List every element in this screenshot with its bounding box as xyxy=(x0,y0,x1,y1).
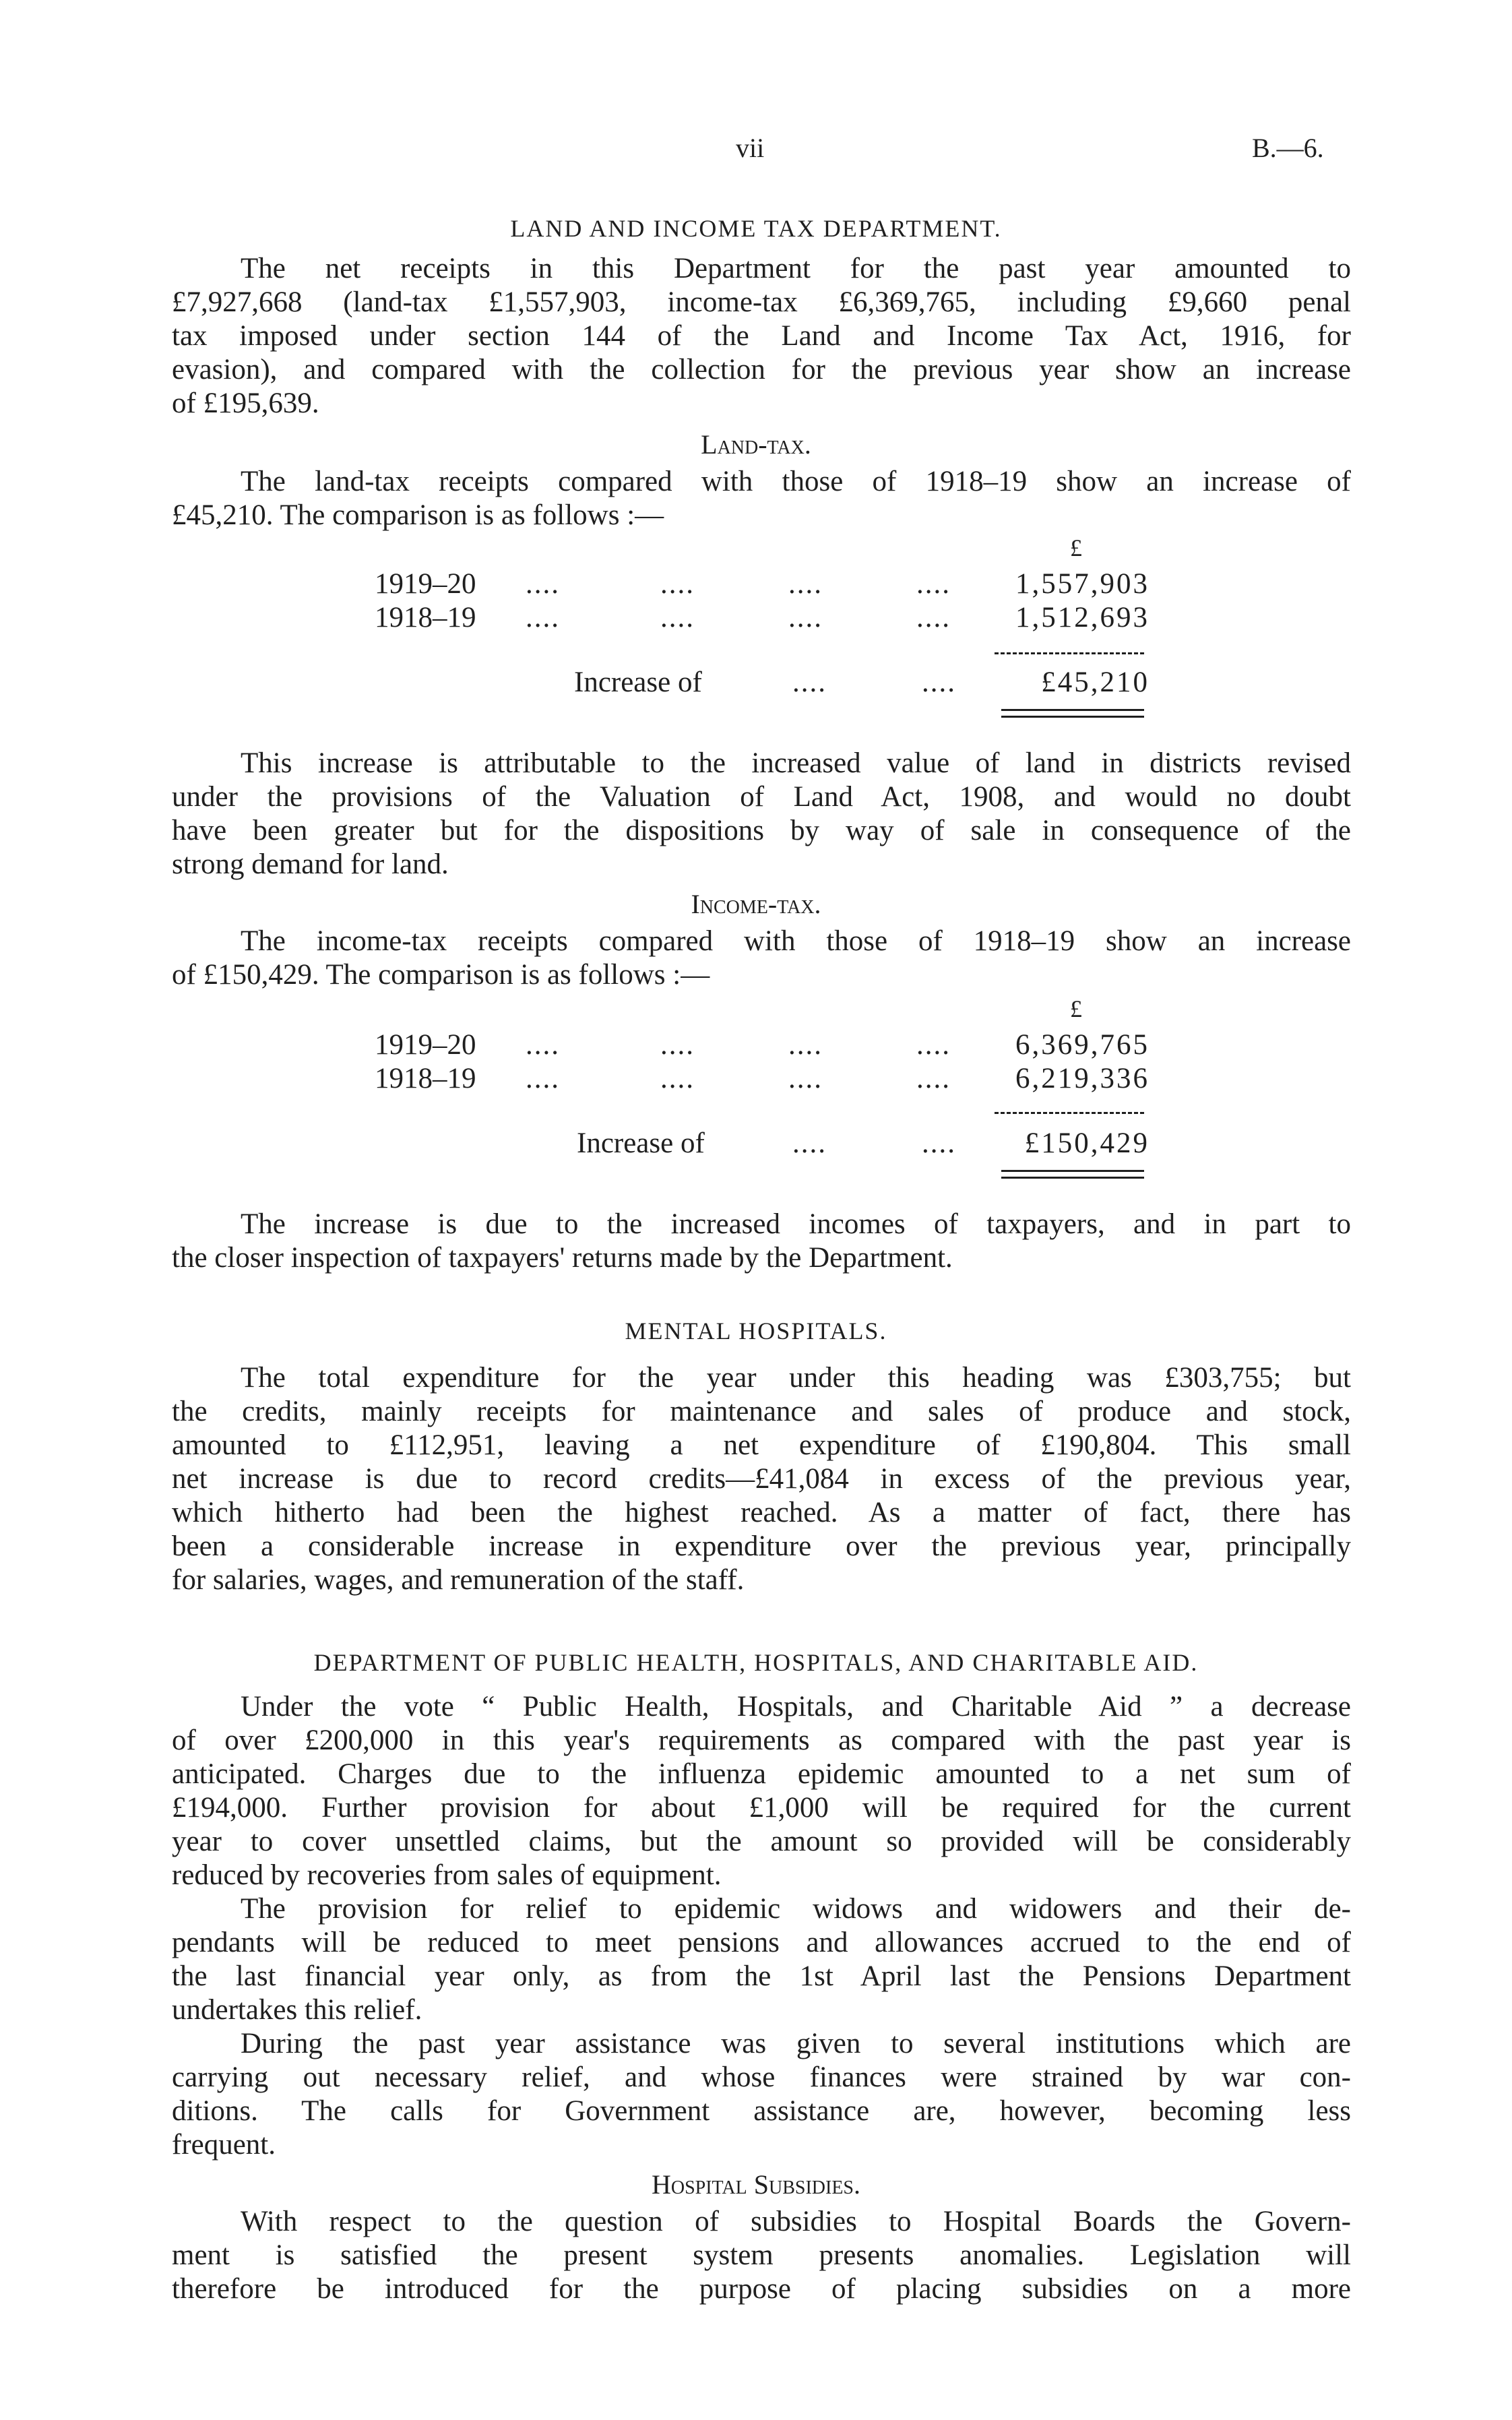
text-line: ment is satisfied the present system presents anomalies. Legislation will xyxy=(172,2239,1351,2271)
text-line: of £195,639. xyxy=(172,387,319,419)
table-row-amount: 6,369,765 xyxy=(1015,1029,1149,1061)
text-line: The income-tax receipts compared with those of 1918–19 show an increase xyxy=(241,925,1351,957)
mental-hospitals-paragraph-last xyxy=(172,1563,1351,1597)
text-line: The provision for relief to epidemic widows and widowers and their de- xyxy=(241,1893,1351,1925)
leader-dots: .... xyxy=(916,568,951,600)
text-line: net increase is due to record credits—£41,084 in excess of the previous year, xyxy=(172,1463,1351,1495)
land-income-intro-continued xyxy=(172,286,1351,387)
total-double-rule xyxy=(1001,709,1144,711)
increase-label: Increase of xyxy=(574,666,702,698)
public-health-paragraph-1 xyxy=(172,1690,1351,1724)
table-row-year: 1918–19 xyxy=(375,1063,476,1094)
total-double-rule xyxy=(1001,716,1144,718)
land-income-intro-last xyxy=(172,387,1351,421)
public-health-paragraph-3-continued xyxy=(172,2061,1351,2128)
text-line: frequent. xyxy=(172,2129,276,2161)
leader-dots: .... xyxy=(788,1063,823,1094)
leader-dots: .... xyxy=(792,666,827,698)
land-income-tax-heading: LAND AND INCOME TAX DEPARTMENT. xyxy=(510,215,1002,242)
text-line: The land-tax receipts compared with those of 1918–19 show an increase of xyxy=(241,466,1351,497)
leader-dots: .... xyxy=(660,602,695,633)
hospital-subsidies-paragraph xyxy=(172,2205,1351,2239)
leader-dots: .... xyxy=(660,1063,695,1094)
leader-dots: .... xyxy=(660,568,695,600)
text-line: £7,927,668 (land-tax £1,557,903, income-tax £6,369,765, including £9,660 penal xyxy=(172,286,1351,318)
mental-hospitals-heading: MENTAL HOSPITALS. xyxy=(625,1317,887,1344)
leader-dots: .... xyxy=(922,1127,956,1159)
text-line: which hitherto had been the highest reached. As a matter of fact, there has xyxy=(172,1497,1351,1528)
text-line: evasion), and compared with the collection for the previous year show an increase xyxy=(172,354,1351,385)
total-double-rule xyxy=(1001,1177,1144,1179)
income-tax-intro-last xyxy=(172,958,1351,992)
land-tax-intro-last xyxy=(172,499,1351,532)
income-tax-explanation xyxy=(172,1208,1351,1241)
text-line: year to cover unsettled claims, but the amount so provided will be considerably xyxy=(172,1826,1351,1857)
leader-dots: .... xyxy=(526,1063,560,1094)
table-row-year: 1919–20 xyxy=(375,1029,476,1061)
land-tax-intro xyxy=(172,465,1351,499)
text-line: ditions. The calls for Government assistance are, however, becoming less xyxy=(172,2095,1351,2127)
public-health-paragraph-2-last xyxy=(172,1993,1351,2027)
text-line: During the past year assistance was given to several institutions which are xyxy=(241,2028,1351,2059)
text-line: been a considerable increase in expenditure over the previous year, principally xyxy=(172,1530,1351,1562)
text-line: £194,000. Further provision for about £1,000 will be required for the current xyxy=(172,1792,1351,1824)
public-health-paragraph-3 xyxy=(172,2027,1351,2061)
text-line: amounted to £112,951, leaving a net expenditure of £190,804. This small xyxy=(172,1429,1351,1461)
land-tax-explanation xyxy=(172,747,1351,780)
text-line: This increase is attributable to the increased value of land in districts revised xyxy=(241,747,1351,779)
text-line: The net receipts in this Department for the past year amounted to xyxy=(241,253,1351,284)
text-line: therefore be introduced for the purpose of placing subsidies on a more xyxy=(172,2273,1351,2305)
income-tax-subheading: Income-tax. xyxy=(691,889,821,919)
text-line: for salaries, wages, and remuneration of the staff. xyxy=(172,1564,745,1596)
leader-dots: .... xyxy=(660,1029,695,1061)
text-line: of £150,429. The comparison is as follows :— xyxy=(172,959,710,991)
leader-dots: .... xyxy=(526,568,560,600)
income-tax-explanation-last xyxy=(172,1241,1351,1275)
land-tax-explanation-continued xyxy=(172,780,1351,848)
land-income-intro-paragraph xyxy=(172,252,1351,286)
text-line: the closer inspection of taxpayers' returns made by the Department. xyxy=(172,1242,953,1274)
table-row-amount: 1,512,693 xyxy=(1015,602,1149,633)
text-line: tax imposed under section 144 of the Land and Income Tax Act, 1916, for xyxy=(172,320,1351,352)
text-line: Under the vote “ Public Health, Hospitals, and Charitable Aid ” a decrease xyxy=(241,1691,1351,1723)
text-line: With respect to the question of subsidies to Hospital Boards the Govern- xyxy=(241,2206,1351,2237)
currency-symbol: £ xyxy=(1070,534,1082,561)
document-reference: B.—6. xyxy=(1252,133,1324,163)
leader-dots: .... xyxy=(788,602,823,633)
land-tax-subheading: Land-tax. xyxy=(701,429,811,460)
public-health-paragraph-3-last xyxy=(172,2128,1351,2162)
text-line: the credits, mainly receipts for maintenance and sales of produce and stock, xyxy=(172,1396,1351,1427)
increase-label: Increase of xyxy=(577,1127,705,1159)
text-line: The increase is due to the increased incomes of taxpayers, and in part to xyxy=(241,1208,1351,1240)
leader-dots: .... xyxy=(792,1127,827,1159)
table-row-amount: 1,557,903 xyxy=(1015,568,1149,600)
subtotal-rule xyxy=(995,1112,1144,1114)
leader-dots: .... xyxy=(916,602,951,633)
table-row-amount: 6,219,336 xyxy=(1015,1063,1149,1094)
land-tax-explanation-last xyxy=(172,848,1351,881)
leader-dots: .... xyxy=(526,602,560,633)
increase-amount: £45,210 xyxy=(1041,666,1149,698)
currency-symbol: £ xyxy=(1070,995,1082,1022)
mental-hospitals-paragraph xyxy=(172,1361,1351,1395)
leader-dots: .... xyxy=(788,1029,823,1061)
text-line: the last financial year only, as from the 1st April last the Pensions Department xyxy=(172,1960,1351,1992)
table-row-year: 1919–20 xyxy=(375,568,476,600)
text-line: The total expenditure for the year under this heading was £303,755; but xyxy=(241,1362,1351,1394)
page-number: vii xyxy=(736,133,765,163)
public-health-paragraph-1-last xyxy=(172,1859,1351,1892)
hospital-subsidies-subheading: Hospital Subsidies. xyxy=(651,2169,861,2200)
public-health-heading: DEPARTMENT OF PUBLIC HEALTH, HOSPITALS, AND CHARITABLE AID. xyxy=(313,1649,1199,1676)
text-line: of over £200,000 in this year's requirements as compared with the past year is xyxy=(172,1725,1351,1756)
subtotal-rule xyxy=(995,652,1144,654)
public-health-paragraph-1-continued xyxy=(172,1724,1351,1859)
text-line: under the provisions of the Valuation of Land Act, 1908, and would no doubt xyxy=(172,781,1351,813)
public-health-paragraph-2-continued xyxy=(172,1926,1351,1993)
leader-dots: .... xyxy=(916,1063,951,1094)
hospital-subsidies-paragraph-continued xyxy=(172,2239,1351,2306)
text-line: reduced by recoveries from sales of equipment. xyxy=(172,1859,722,1891)
text-line: anticipated. Charges due to the influenza epidemic amounted to a net sum of xyxy=(172,1758,1351,1790)
text-line: £45,210. The comparison is as follows :— xyxy=(172,499,664,531)
text-line: pendants will be reduced to meet pensions and allowances accrued to the end of xyxy=(172,1927,1351,1958)
leader-dots: .... xyxy=(922,666,956,698)
mental-hospitals-paragraph-continued xyxy=(172,1395,1351,1563)
public-health-paragraph-2 xyxy=(172,1892,1351,1926)
text-line: strong demand for land. xyxy=(172,848,449,880)
table-row-year: 1918–19 xyxy=(375,602,476,633)
text-line: have been greater but for the dispositions by way of sale in consequence of the xyxy=(172,815,1351,846)
leader-dots: .... xyxy=(526,1029,560,1061)
leader-dots: .... xyxy=(916,1029,951,1061)
income-tax-intro xyxy=(172,925,1351,958)
text-line: carrying out necessary relief, and whose finances were strained by war con- xyxy=(172,2061,1351,2093)
leader-dots: .... xyxy=(788,568,823,600)
total-double-rule xyxy=(1001,1170,1144,1172)
increase-amount: £150,429 xyxy=(1024,1127,1149,1159)
text-line: undertakes this relief. xyxy=(172,1994,422,2026)
